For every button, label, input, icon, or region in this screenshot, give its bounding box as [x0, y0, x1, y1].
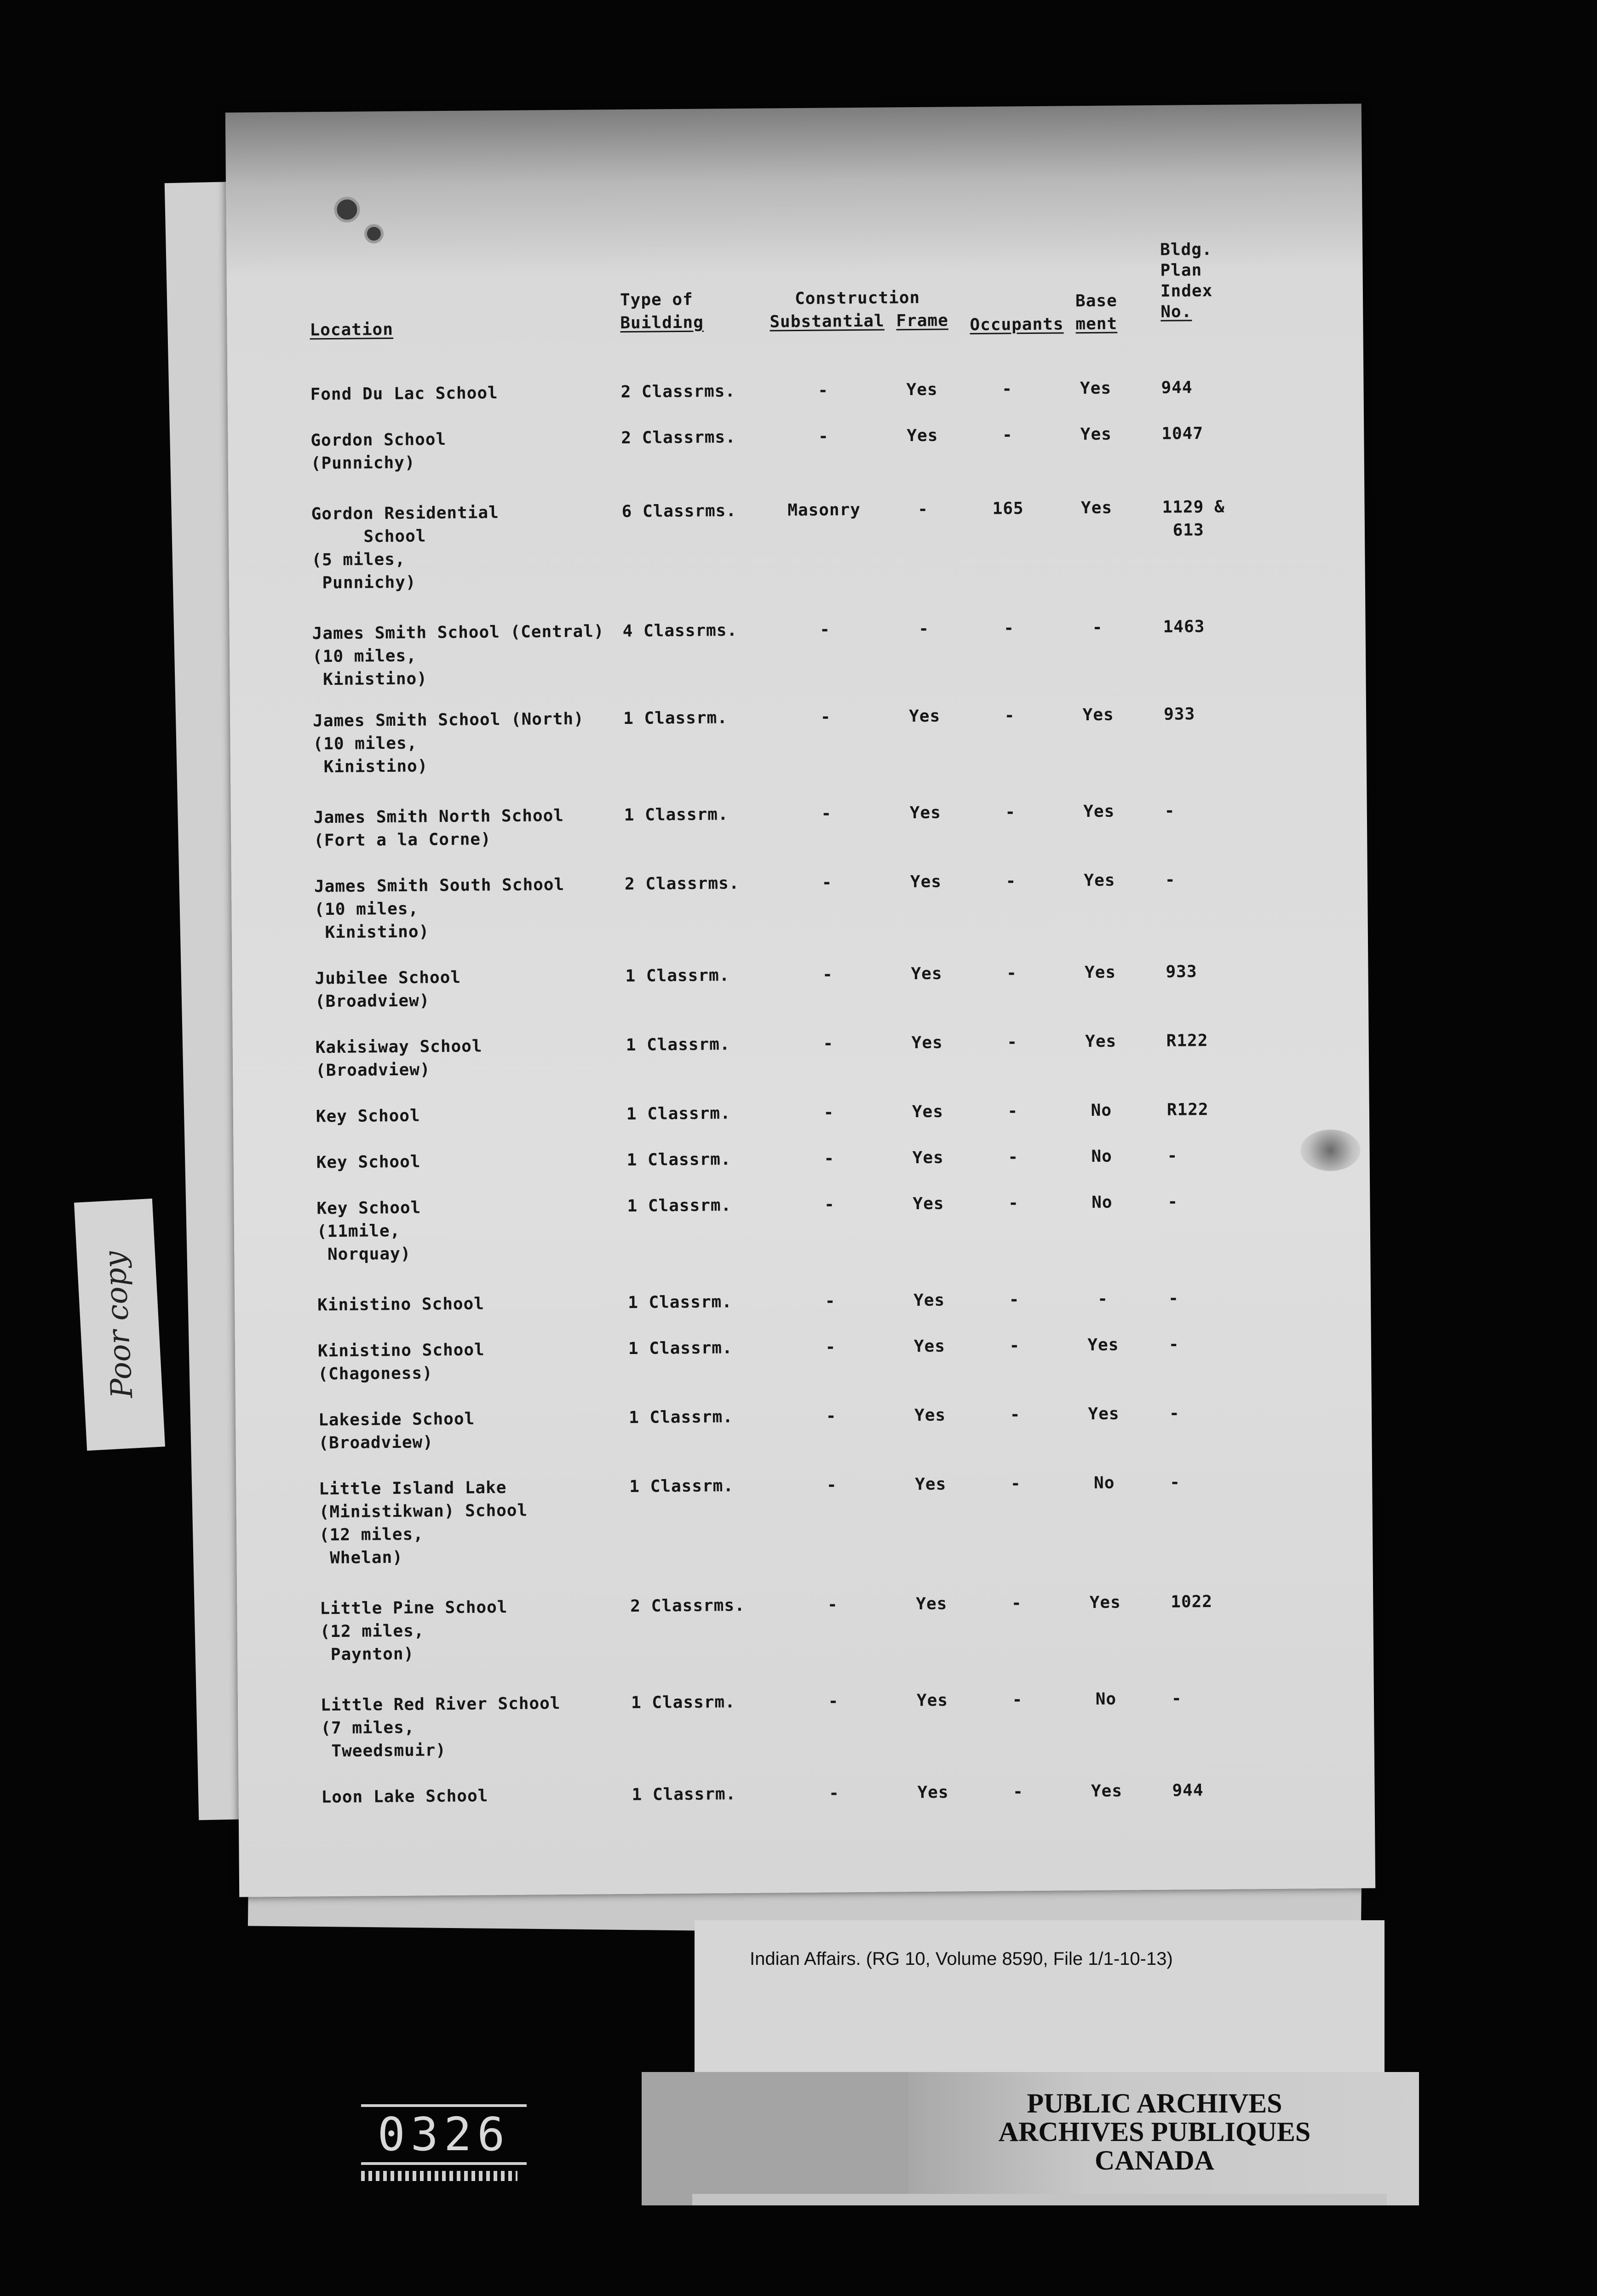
- header-index-line4: No.: [1160, 302, 1192, 321]
- archive-reference: Indian Affairs. (RG 10, Volume 8590, File 1/1-10-13): [750, 1949, 1173, 1969]
- row-basement: No: [1095, 1689, 1117, 1709]
- row-occupants: -: [1012, 1690, 1023, 1710]
- row-frame: -: [919, 619, 930, 638]
- row-frame: Yes: [913, 1291, 945, 1310]
- row-frame: Yes: [911, 964, 942, 984]
- row-index: -: [1168, 1335, 1179, 1354]
- row-location: Little Red River School (7 miles, Tweedsmuir): [320, 1694, 561, 1761]
- row-frame: Yes: [912, 1102, 944, 1122]
- row-location: Key School: [316, 1106, 420, 1126]
- row-occupants: -: [1009, 1336, 1020, 1355]
- row-frame: Yes: [913, 1194, 944, 1214]
- frame-number: 0326: [361, 2104, 527, 2165]
- poor-copy-label: [74, 1199, 165, 1451]
- row-index: -: [1167, 1192, 1178, 1211]
- header-occupants: Occupants: [970, 315, 1064, 335]
- row-type: 2 Classrms.: [621, 428, 736, 448]
- header-type-line2: Building: [620, 313, 704, 333]
- row-index: 1022: [1171, 1592, 1213, 1612]
- row-location: Gordon Residential School (5 miles, Punnichy): [311, 503, 499, 593]
- header-construction: Construction: [794, 288, 920, 309]
- header-basement-line2: ment: [1075, 314, 1118, 334]
- row-frame: Yes: [916, 1691, 948, 1711]
- row-type: 1 Classrm.: [626, 1104, 731, 1124]
- row-basement: No: [1091, 1193, 1113, 1212]
- row-location: James Smith School (Central) (10 miles, Kinistino): [312, 622, 604, 689]
- row-substantial: -: [827, 1595, 838, 1614]
- row-substantial: -: [818, 427, 829, 446]
- row-substantial: -: [818, 381, 829, 400]
- row-occupants: -: [1010, 1474, 1021, 1493]
- row-index: 1463: [1163, 617, 1205, 637]
- row-occupants: -: [1009, 1290, 1020, 1309]
- row-location: Loon Lake School: [321, 1786, 488, 1807]
- poor-copy-text: Poor copy: [98, 1250, 140, 1399]
- header-index-line2: Plan: [1160, 261, 1202, 280]
- header-type-line1: Type of: [620, 290, 693, 310]
- row-occupants: -: [1007, 1033, 1018, 1052]
- row-frame: Yes: [907, 426, 938, 446]
- row-basement: Yes: [1080, 498, 1113, 518]
- frame-ticks: [361, 2171, 517, 2181]
- row-location: Kakisiway School (Broadview): [315, 1037, 483, 1080]
- row-location: Little Pine School (12 miles, Paynton): [320, 1598, 508, 1665]
- row-occupants: -: [1010, 1405, 1021, 1424]
- archives-line-3: CANADA: [1095, 2145, 1214, 2175]
- row-location: Key School (11mile, Norquay): [316, 1198, 421, 1264]
- archives-line-1: PUBLIC ARCHIVES: [1027, 2088, 1282, 2118]
- row-frame: Yes: [915, 1475, 947, 1494]
- row-substantial: -: [820, 620, 831, 639]
- row-frame: Yes: [908, 706, 941, 726]
- row-occupants: -: [1005, 872, 1017, 891]
- row-occupants: -: [1013, 1782, 1024, 1802]
- row-substantial: -: [826, 1406, 837, 1426]
- row-location: Jubilee School (Broadview): [315, 968, 461, 1011]
- row-index: -: [1168, 1289, 1179, 1308]
- row-index: 1129 & 613: [1162, 497, 1225, 540]
- row-location: James Smith North School (Fort a la Corne): [313, 806, 564, 850]
- row-substantial: -: [826, 1475, 837, 1495]
- row-type: 6 Classrms.: [621, 501, 737, 522]
- row-occupants: -: [1008, 1194, 1019, 1213]
- row-location: James Smith School (North) (10 miles, Kinistino): [313, 709, 584, 777]
- row-basement: Yes: [1089, 1593, 1121, 1613]
- row-type: 1 Classrm.: [628, 1407, 734, 1427]
- row-substantial: Masonry: [787, 500, 861, 520]
- row-type: 2 Classrms.: [624, 874, 740, 894]
- row-type: 2 Classrms.: [630, 1596, 745, 1616]
- row-basement: No: [1093, 1473, 1115, 1493]
- row-type: 1 Classrm.: [627, 1292, 733, 1312]
- row-index: -: [1167, 1146, 1178, 1165]
- row-frame: Yes: [917, 1783, 949, 1802]
- row-frame: Yes: [916, 1594, 948, 1614]
- row-basement: Yes: [1083, 802, 1115, 821]
- row-occupants: -: [1002, 425, 1013, 445]
- row-type: 1 Classrm.: [629, 1476, 734, 1496]
- row-index: 944: [1172, 1781, 1204, 1800]
- row-type: 2 Classrms.: [620, 382, 736, 402]
- row-location: Kinistino School: [317, 1294, 485, 1315]
- row-occupants: -: [1004, 619, 1015, 638]
- row-location: Lakeside School (Broadview): [318, 1409, 475, 1453]
- row-basement: -: [1097, 1289, 1109, 1309]
- row-basement: No: [1091, 1101, 1112, 1120]
- row-substantial: -: [824, 1149, 835, 1168]
- row-type: 4 Classrms.: [622, 621, 738, 641]
- row-type: 1 Classrm.: [624, 805, 729, 825]
- row-basement: No: [1091, 1147, 1113, 1166]
- archives-strip: [692, 2194, 1387, 2205]
- row-occupants: -: [1002, 379, 1013, 399]
- header-index-line3: Index: [1160, 281, 1213, 301]
- row-location: Gordon School (Punnichy): [310, 430, 447, 473]
- row-location: Kinistino School (Chagoness): [317, 1340, 485, 1384]
- row-substantial: -: [824, 1195, 835, 1214]
- row-index: -: [1171, 1689, 1182, 1708]
- row-substantial: -: [829, 1784, 840, 1803]
- row-frame: Yes: [913, 1337, 946, 1356]
- row-location: James Smith South School (10 miles, Kinistino): [314, 875, 565, 942]
- row-occupants: -: [1006, 964, 1017, 983]
- row-type: 1 Classrm.: [628, 1338, 733, 1358]
- poor-copy-text-box: [89, 1236, 149, 1413]
- row-type: 1 Classrm.: [623, 708, 728, 729]
- ink-smudge: [1300, 1129, 1361, 1171]
- row-substantial: -: [822, 965, 833, 984]
- row-index: 933: [1166, 962, 1197, 982]
- row-occupants: -: [1011, 1594, 1022, 1613]
- row-index: 1047: [1161, 424, 1204, 443]
- row-type: 1 Classrm.: [625, 966, 730, 986]
- row-type: 1 Classrm.: [632, 1785, 736, 1804]
- row-index: -: [1165, 870, 1176, 890]
- row-substantial: -: [820, 707, 831, 727]
- row-index: -: [1169, 1404, 1180, 1423]
- row-occupants: 165: [992, 499, 1024, 518]
- row-basement: Yes: [1080, 425, 1112, 444]
- row-substantial: -: [828, 1692, 839, 1711]
- row-frame: Yes: [906, 380, 938, 400]
- row-basement: Yes: [1084, 963, 1116, 982]
- row-index: -: [1170, 1473, 1181, 1492]
- row-type: 1 Classrm.: [627, 1196, 732, 1216]
- row-frame: Yes: [914, 1406, 946, 1425]
- row-substantial: -: [821, 804, 832, 823]
- header-index-line1: Bldg.: [1160, 240, 1212, 259]
- row-location: Little Island Lake (Ministikwan) School (12 miles, Whelan): [319, 1478, 528, 1568]
- row-occupants: -: [1004, 706, 1015, 725]
- document-page: [225, 103, 1375, 1897]
- row-index: -: [1164, 801, 1175, 821]
- row-location: Fond Du Lac School: [310, 384, 498, 404]
- row-substantial: -: [825, 1337, 836, 1357]
- archives-line-2: ARCHIVES PUBLIQUES: [998, 2117, 1311, 2147]
- row-substantial: -: [821, 873, 833, 892]
- header-basement-line1: Base: [1075, 291, 1117, 311]
- row-basement: -: [1092, 618, 1103, 637]
- punch-hole: [334, 196, 360, 222]
- row-basement: Yes: [1080, 379, 1112, 398]
- row-basement: Yes: [1084, 871, 1115, 890]
- row-basement: Yes: [1082, 705, 1114, 725]
- header-frame: Frame: [896, 311, 948, 331]
- row-substantial: -: [823, 1103, 834, 1122]
- row-frame: Yes: [912, 1148, 944, 1168]
- header-location: Location: [310, 320, 394, 340]
- row-type: 1 Classrm.: [626, 1150, 731, 1170]
- row-index: 944: [1161, 378, 1193, 397]
- row-substantial: -: [823, 1034, 834, 1053]
- row-occupants: -: [1008, 1148, 1019, 1167]
- row-location: Key School: [316, 1152, 421, 1172]
- reference-card: [695, 1920, 1384, 2095]
- row-basement: Yes: [1088, 1404, 1120, 1424]
- row-basement: Yes: [1085, 1032, 1117, 1051]
- row-type: 1 Classrm.: [626, 1035, 730, 1055]
- punch-hole: [364, 224, 384, 243]
- archives-stamp: [642, 2072, 1419, 2205]
- row-index: 933: [1163, 705, 1195, 724]
- row-basement: Yes: [1091, 1781, 1123, 1801]
- row-type: 1 Classrm.: [631, 1693, 735, 1712]
- row-occupants: -: [1005, 803, 1016, 822]
- row-substantial: -: [825, 1292, 836, 1311]
- row-index: R122: [1166, 1100, 1209, 1119]
- row-frame: Yes: [911, 1033, 943, 1053]
- row-frame: Yes: [910, 872, 942, 892]
- header-substantial: Substantial: [770, 311, 885, 332]
- row-frame: Yes: [909, 803, 941, 823]
- row-occupants: -: [1007, 1102, 1018, 1121]
- row-index: R122: [1166, 1031, 1208, 1050]
- row-frame: -: [918, 499, 929, 519]
- row-basement: Yes: [1087, 1335, 1119, 1355]
